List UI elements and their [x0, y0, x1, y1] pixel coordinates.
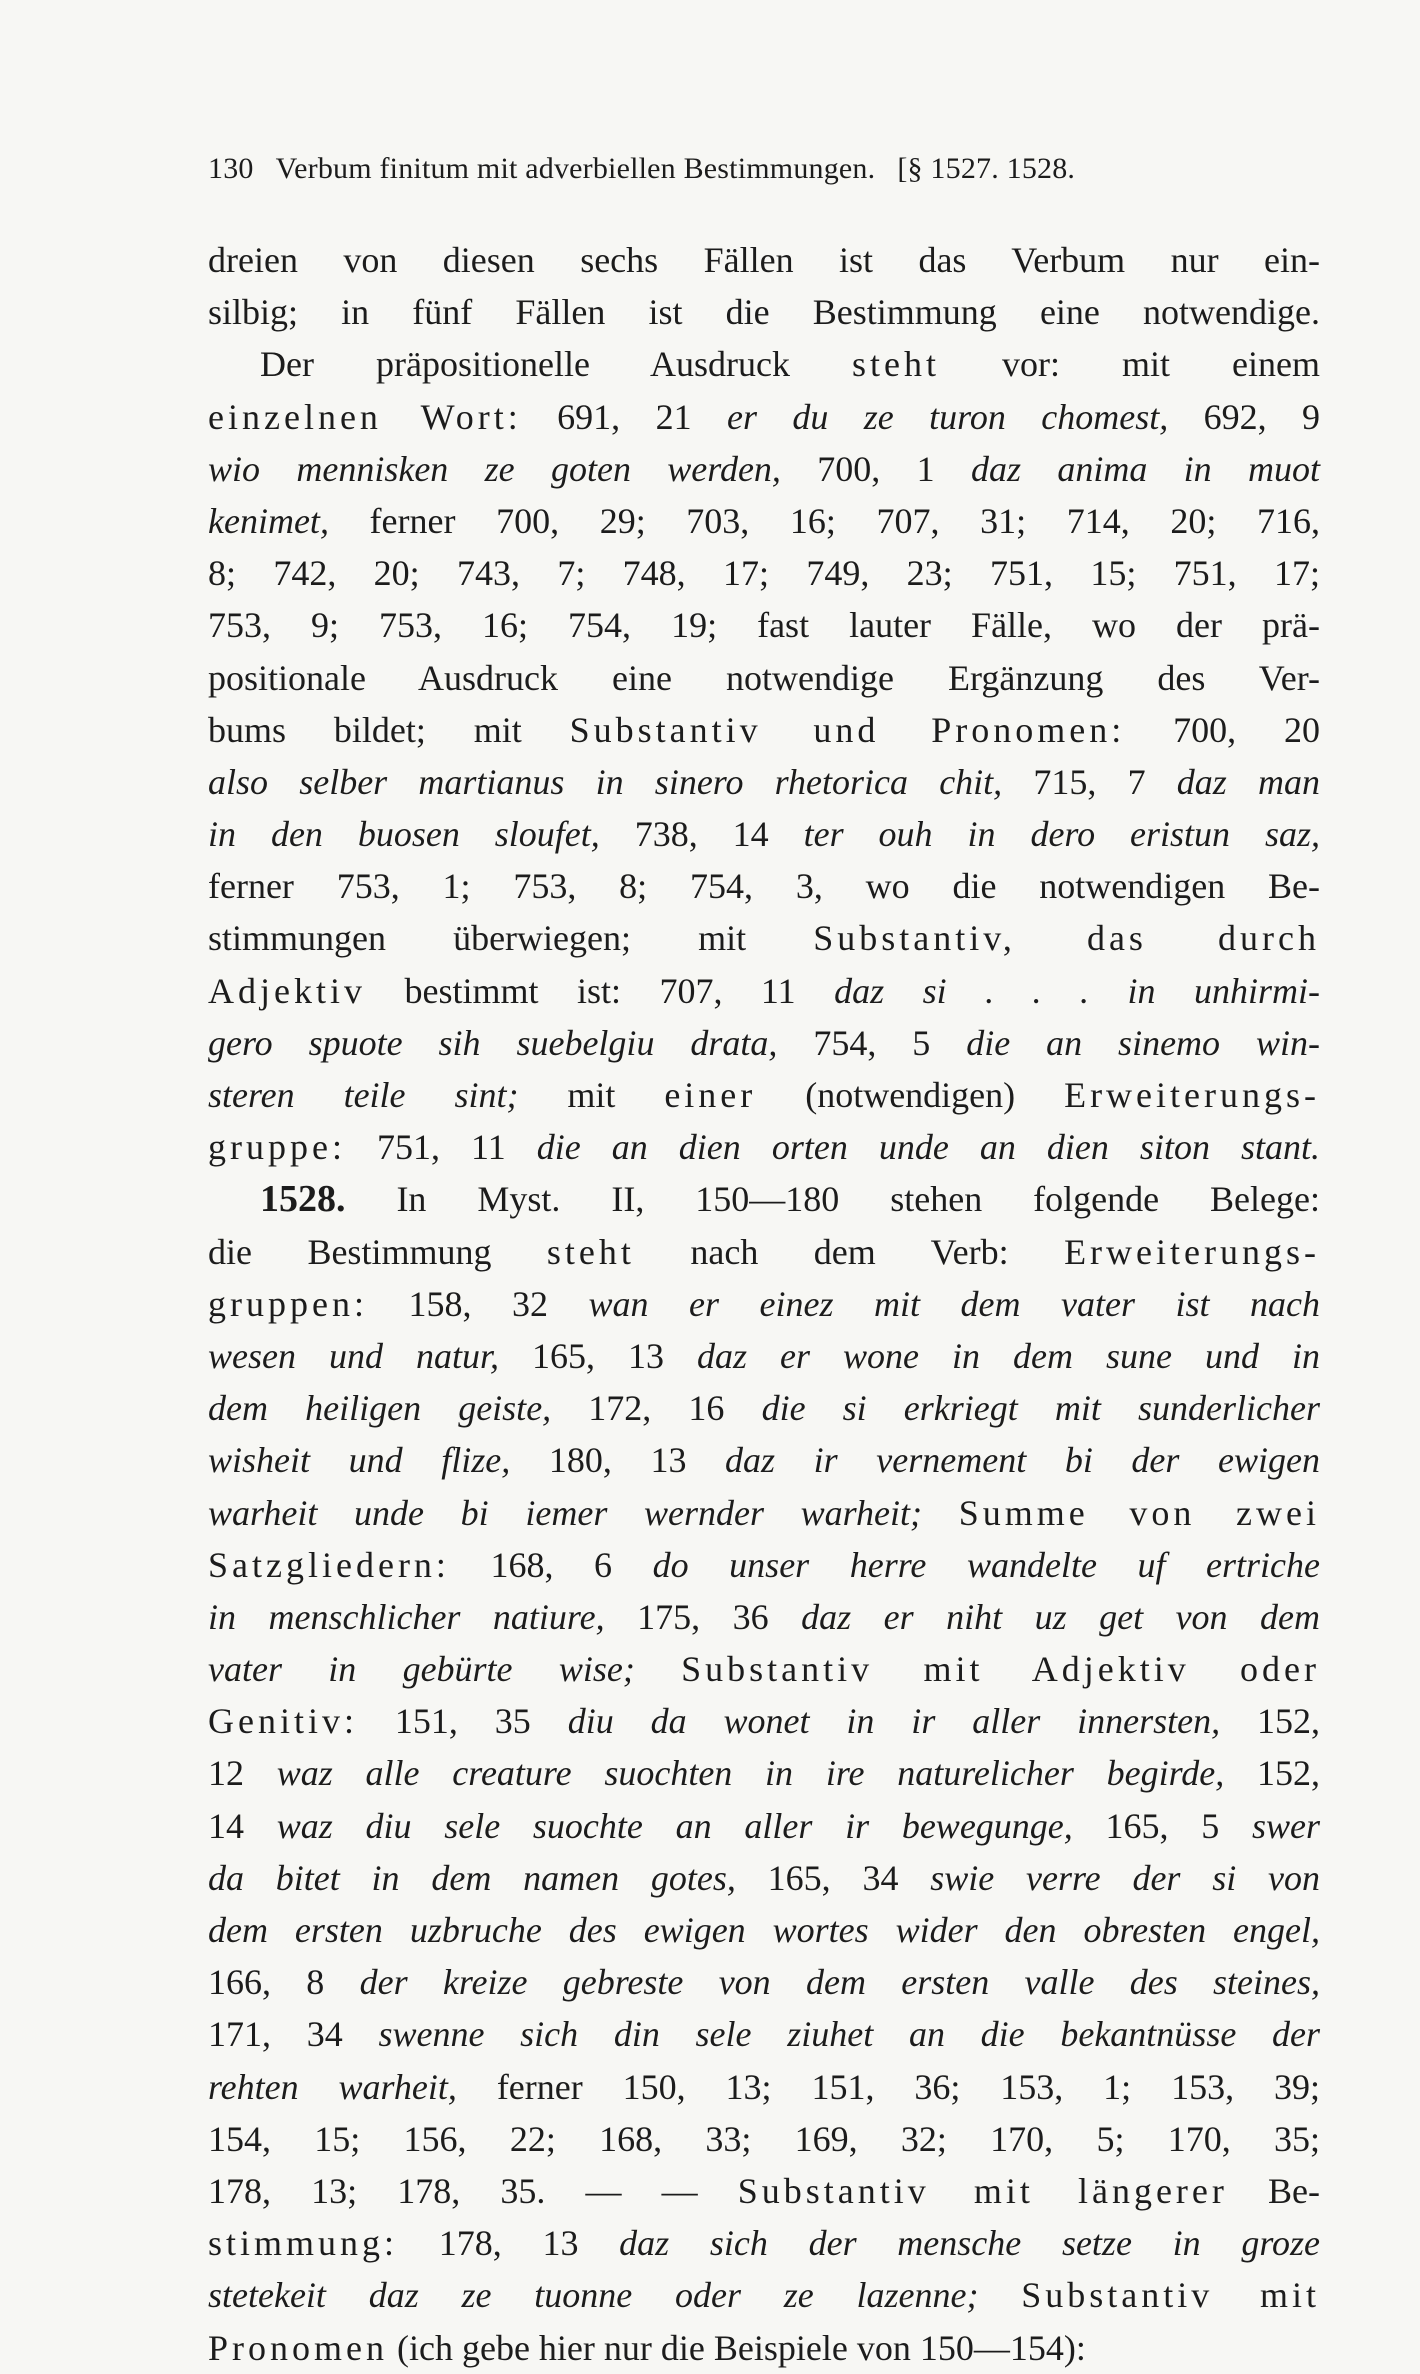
text-run: 152, [1220, 1701, 1321, 1742]
running-header [208, 152, 1324, 192]
text-run: 171, 34 [208, 2014, 379, 2055]
text-run: swer [1251, 1805, 1320, 1846]
text-run: daz anima in muot [970, 448, 1321, 489]
text-run: daz si . . . in unhirmi- [834, 970, 1320, 1011]
text-run: Be- [1227, 2170, 1320, 2211]
text-line [208, 808, 1320, 860]
text-line [208, 652, 1320, 704]
running-title: Verbum finitum mit adverbiellen Bestimmungen. [275, 152, 876, 185]
text-run: stimmung: [208, 2223, 399, 2264]
text-line [208, 1591, 1320, 1643]
page-number: 130 [208, 152, 254, 185]
text-line [208, 1173, 1320, 1225]
text-run: Substantiv, das durch [813, 918, 1320, 959]
text-line [208, 1852, 1320, 1904]
text-run: swie verre der si von [930, 1857, 1321, 1898]
text-run: daz man [1176, 761, 1321, 802]
text-run: 166, 8 [208, 1962, 360, 2003]
text-line [208, 756, 1320, 808]
text-line [208, 1487, 1320, 1539]
paragraph-number: 1528. [260, 1178, 346, 1221]
text-run: (ich gebe hier nur die Beispiele von 150—154): [388, 2327, 1086, 2368]
text-run: warheit unde bi iemer wernder warheit; [208, 1492, 922, 1533]
text-line [208, 1904, 1320, 1956]
text-line [208, 1121, 1320, 1173]
text-line [208, 2217, 1320, 2269]
text-run: 180, 13 [510, 1440, 726, 1481]
text-run: daz er niht uz get von dem [801, 1596, 1321, 1637]
text-line [208, 495, 1320, 547]
text-run: gruppen: [208, 1283, 368, 1324]
text-line [208, 2008, 1320, 2060]
text-run: bestimmt ist: 707, 11 [365, 970, 835, 1011]
text-run: 165, 5 [1072, 1805, 1252, 1846]
text-run: dem heiligen geiste, [208, 1388, 552, 1429]
text-run: Substantiv und Pronomen: [569, 709, 1126, 750]
text-run: waz alle creature suochten in ire naturelicher begirde, [276, 1753, 1225, 1794]
text-run: 165, 13 [499, 1335, 698, 1376]
text-run: gruppe: [208, 1127, 346, 1168]
text-line [208, 965, 1320, 1017]
text-line [208, 286, 1320, 338]
text-run: einzelnen Wort: [208, 396, 522, 437]
text-run: waz diu sele suochte an aller ir bewegunge, [276, 1805, 1073, 1846]
text-run: 8; 742, 20; 743, 7; 748, 17; 749, 23; 751, 15; 751, 17; [208, 553, 1320, 594]
text-line [208, 912, 1320, 964]
text-run: Summe von zwei [958, 1492, 1320, 1533]
text-run: in menschlicher natiure, [208, 1596, 605, 1637]
text-line [208, 1695, 1320, 1747]
text-run: 178, 13; 178, 35. — — [208, 2170, 738, 2211]
text-run: 178, 13 [398, 2223, 620, 2264]
text-line [208, 1539, 1320, 1591]
text-run: dreien von diesen sechs Fällen ist das Verbum nur ein- [208, 240, 1320, 280]
text-run: 754, 5 [777, 1022, 967, 1063]
text-run: mit [518, 1075, 665, 1115]
text-line [208, 704, 1320, 756]
text-run: stimmungen überwiegen; mit [208, 918, 814, 959]
text-run: in den buosen sloufet, [208, 814, 600, 855]
text-run: wesen und natur, [208, 1335, 500, 1376]
text-run: ter ouh in dero eristun saz, [803, 814, 1320, 855]
text-run: do unser herre wandelte uf ertriche [652, 1544, 1320, 1585]
text-run [978, 2275, 1021, 2315]
text-line [208, 443, 1320, 495]
text-line [208, 1747, 1320, 1799]
text-run: Genitiv: [208, 1701, 358, 1742]
text-line [208, 2269, 1320, 2321]
text-run: Erweiterungs- [1064, 1075, 1321, 1115]
text-run: positionale Ausdruck eine notwendige Ergänzung des Ver- [208, 657, 1320, 698]
text-line [208, 860, 1320, 912]
text-line [208, 1069, 1320, 1121]
text-line [208, 1278, 1320, 1330]
text-run: 12 [208, 1753, 277, 1794]
text-line [208, 1643, 1320, 1695]
text-run: ferner 150, 13; 151, 36; 153, 1; 153, 39; [456, 2066, 1320, 2107]
text-run: In Myst. II, 150—180 stehen folgende Belege: [345, 1179, 1320, 1220]
text-run: (notwendigen) [756, 1075, 1065, 1115]
text-line [208, 391, 1320, 443]
text-line [208, 1017, 1320, 1069]
text-line [208, 1434, 1320, 1486]
text-run: Satzgliedern: [208, 1544, 450, 1585]
text-run: 168, 6 [449, 1544, 653, 1585]
text-run: 151, 35 [357, 1701, 568, 1742]
text-run: 172, 16 [551, 1388, 762, 1429]
text-run: 753, 9; 753, 16; 754, 19; fast lauter Fälle, wo der prä- [208, 605, 1320, 646]
text-run: 154, 15; 156, 22; 168, 33; 169, 32; 170, 5; 170, 35; [208, 2118, 1320, 2159]
text-run: die an sinemo win- [966, 1022, 1320, 1063]
text-run: daz ir vernement bi der ewigen [725, 1440, 1320, 1481]
text-run: wio mennisken ze goten werden, [208, 448, 781, 489]
text-run: Pronomen [208, 2327, 388, 2368]
text-run: 175, 36 [604, 1596, 802, 1637]
text-run: vor: mit einem [939, 344, 1320, 385]
text-run: vater in gebürte wise; [208, 1649, 635, 1690]
text-run: nach dem Verb: [634, 1231, 1065, 1272]
text-line [208, 1800, 1320, 1852]
text-run: rehten warheit, [208, 2066, 457, 2107]
text-line [208, 2061, 1320, 2113]
text-line [208, 599, 1320, 651]
text-run: steht [851, 344, 940, 385]
text-run: die si erkriegt mit sunderlicher [761, 1388, 1320, 1429]
text-run: Erweiterungs- [1064, 1231, 1320, 1272]
text-run: 692, 9 [1168, 396, 1321, 437]
text-line [208, 2113, 1320, 2165]
text-run: kenimet, [208, 500, 329, 541]
text-run: 700, 20 [1125, 709, 1320, 750]
text-run: bums bildet; mit [208, 709, 570, 750]
text-run: 738, 14 [599, 814, 804, 855]
text-run: also selber martianus in sinero rhetorica chit, [208, 761, 1003, 802]
text-run: die Bestimmung [208, 1231, 547, 1272]
text-run: stetekeit daz ze tuonne oder ze lazenne; [208, 2275, 979, 2316]
text-run: einer [664, 1075, 757, 1115]
text-run: die an dien orten unde an dien siton stant. [536, 1127, 1320, 1168]
body-text [208, 234, 1320, 2374]
text-run: swenne sich din sele ziuhet an die bekantnüsse der [378, 2014, 1321, 2055]
text-run: Adjektiv [208, 970, 366, 1011]
text-run: steht [546, 1231, 635, 1272]
text-run: Substantiv mit [1021, 2275, 1320, 2316]
text-run: Der präpositionelle Ausdruck [260, 344, 852, 385]
text-run: wan er einez mit dem vater ist nach [588, 1283, 1321, 1324]
text-run: 152, [1224, 1753, 1321, 1794]
text-run: da bitet in dem namen gotes, [208, 1857, 736, 1898]
text-line [208, 2322, 1320, 2374]
text-run: 751, 11 [345, 1127, 537, 1168]
text-run [922, 1493, 959, 1533]
text-line [208, 1956, 1320, 2008]
text-line [208, 1382, 1320, 1434]
text-run: diu da wonet in ir aller innersten, [567, 1701, 1221, 1742]
text-run: der kreize gebreste von dem ersten valle des steines, [359, 1962, 1321, 2003]
text-run [635, 1649, 681, 1689]
text-run: wisheit und flize, [208, 1440, 511, 1481]
text-line [208, 1226, 1320, 1278]
text-run: daz er wone in dem sune und in [697, 1335, 1321, 1376]
text-run: 691, 21 [521, 396, 727, 437]
text-run: 700, 1 [780, 448, 971, 489]
text-run: 14 [208, 1805, 277, 1846]
text-line [208, 2165, 1320, 2217]
section-reference: [§ 1527. 1528. [897, 152, 1076, 185]
text-run: daz sich der mensche setze in groze [619, 2223, 1321, 2264]
text-run: silbig; in fünf Fällen ist die Bestimmung eine notwendige. [208, 292, 1320, 333]
text-run: steren teile sint; [208, 1075, 519, 1115]
text-run: ferner 753, 1; 753, 8; 754, 3, wo die notwendigen Be- [208, 866, 1320, 907]
text-run: 158, 32 [367, 1283, 589, 1324]
text-line [208, 547, 1320, 599]
text-line [208, 338, 1320, 390]
text-run: dem ersten uzbruche des ewigen wortes wider den obresten engel, [208, 1910, 1320, 1950]
text-line [208, 1330, 1320, 1382]
text-run: gero spuote sih suebelgiu drata, [208, 1022, 778, 1063]
text-line [208, 234, 1320, 286]
text-run: 165, 34 [735, 1857, 931, 1898]
text-run: 715, 7 [1002, 761, 1177, 802]
text-run: Substantiv mit längerer [737, 2170, 1228, 2211]
text-run: er du ze turon chomest, [726, 396, 1169, 437]
text-run: ferner 700, 29; 703, 16; 707, 31; 714, 20; 716, [328, 500, 1320, 541]
text-run: Substantiv mit Adjektiv oder [681, 1649, 1320, 1690]
